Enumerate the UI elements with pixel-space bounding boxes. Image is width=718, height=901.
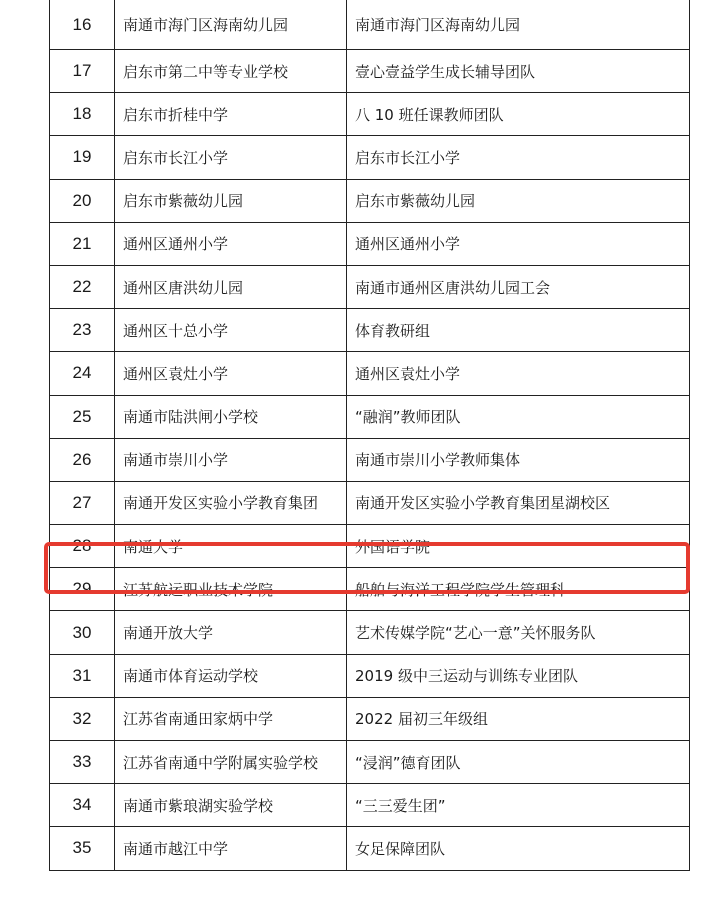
table-row xyxy=(50,827,690,870)
table-row xyxy=(50,784,690,827)
team-name: 八 10 班任课教师团队 xyxy=(347,93,690,136)
team-name: 南通开发区实验小学教育集团星湖校区 xyxy=(347,481,690,524)
row-number: 18 xyxy=(50,93,115,136)
table-row xyxy=(50,568,690,611)
school-name: 南通市海门区海南幼儿园 xyxy=(115,0,347,50)
row-number: 31 xyxy=(50,654,115,697)
school-name: 通州区通州小学 xyxy=(115,222,347,265)
table-row xyxy=(50,741,690,784)
row-number: 24 xyxy=(50,352,115,395)
team-name: 2019 级中三运动与训练专业团队 xyxy=(347,654,690,697)
row-number: 21 xyxy=(50,222,115,265)
table-row xyxy=(50,0,690,50)
row-number: 26 xyxy=(50,438,115,481)
table-row xyxy=(50,309,690,352)
school-name: 江苏航运职业技术学院 xyxy=(115,568,347,611)
row-number: 28 xyxy=(50,525,115,568)
school-name: 南通开放大学 xyxy=(115,611,347,654)
row-number: 22 xyxy=(50,265,115,308)
row-number: 19 xyxy=(50,136,115,179)
school-name: 通州区唐洪幼儿园 xyxy=(115,265,347,308)
team-name: “浸润”德育团队 xyxy=(347,741,690,784)
school-name: 通州区十总小学 xyxy=(115,309,347,352)
team-name: “融润”教师团队 xyxy=(347,395,690,438)
row-number: 27 xyxy=(50,481,115,524)
school-name: 启东市紫薇幼儿园 xyxy=(115,179,347,222)
table-row xyxy=(50,395,690,438)
team-name: 通州区通州小学 xyxy=(347,222,690,265)
table-row xyxy=(50,481,690,524)
school-name: 南通开发区实验小学教育集团 xyxy=(115,481,347,524)
row-number: 30 xyxy=(50,611,115,654)
school-name: 启东市折桂中学 xyxy=(115,93,347,136)
school-name: 南通市体育运动学校 xyxy=(115,654,347,697)
table-row xyxy=(50,93,690,136)
team-name: 2022 届初三年级组 xyxy=(347,697,690,740)
honor-list-table-container xyxy=(49,0,689,871)
table-row-highlighted xyxy=(50,525,690,568)
school-name: 江苏省南通中学附属实验学校 xyxy=(115,741,347,784)
table-row xyxy=(50,265,690,308)
table-row xyxy=(50,438,690,481)
row-number: 34 xyxy=(50,784,115,827)
school-name: 启东市长江小学 xyxy=(115,136,347,179)
school-name: 启东市第二中等专业学校 xyxy=(115,50,347,93)
row-number: 23 xyxy=(50,309,115,352)
honor-list-table xyxy=(49,0,690,871)
row-number: 25 xyxy=(50,395,115,438)
row-number: 35 xyxy=(50,827,115,870)
table-row xyxy=(50,136,690,179)
school-name: 南通市崇川小学 xyxy=(115,438,347,481)
row-number: 32 xyxy=(50,697,115,740)
school-name: 南通市紫琅湖实验学校 xyxy=(115,784,347,827)
school-name: 南通市越江中学 xyxy=(115,827,347,870)
row-number: 17 xyxy=(50,50,115,93)
team-name: 体育教研组 xyxy=(347,309,690,352)
table-row xyxy=(50,50,690,93)
team-name: 艺术传媒学院“艺心一意”关怀服务队 xyxy=(347,611,690,654)
team-name: 女足保障团队 xyxy=(347,827,690,870)
school-name: 南通大学 xyxy=(115,525,347,568)
row-number: 29 xyxy=(50,568,115,611)
team-name: 通州区袁灶小学 xyxy=(347,352,690,395)
team-name: 壹心壹益学生成长辅导团队 xyxy=(347,50,690,93)
table-row xyxy=(50,222,690,265)
table-row xyxy=(50,179,690,222)
team-name: 启东市紫薇幼儿园 xyxy=(347,179,690,222)
team-name: 外国语学院 xyxy=(347,525,690,568)
school-name: 南通市陆洪闸小学校 xyxy=(115,395,347,438)
team-name: 南通市海门区海南幼儿园 xyxy=(347,0,690,50)
row-number: 33 xyxy=(50,741,115,784)
team-name: 启东市长江小学 xyxy=(347,136,690,179)
table-row xyxy=(50,654,690,697)
row-number: 20 xyxy=(50,179,115,222)
team-name: 船舶与海洋工程学院学生管理科 xyxy=(347,568,690,611)
school-name: 通州区袁灶小学 xyxy=(115,352,347,395)
team-name: 南通市通州区唐洪幼儿园工会 xyxy=(347,265,690,308)
team-name: “三三爱生团” xyxy=(347,784,690,827)
table-row xyxy=(50,611,690,654)
school-name: 江苏省南通田家炳中学 xyxy=(115,697,347,740)
team-name: 南通市崇川小学教师集体 xyxy=(347,438,690,481)
row-number: 16 xyxy=(50,0,115,50)
table-row xyxy=(50,352,690,395)
table-row xyxy=(50,697,690,740)
